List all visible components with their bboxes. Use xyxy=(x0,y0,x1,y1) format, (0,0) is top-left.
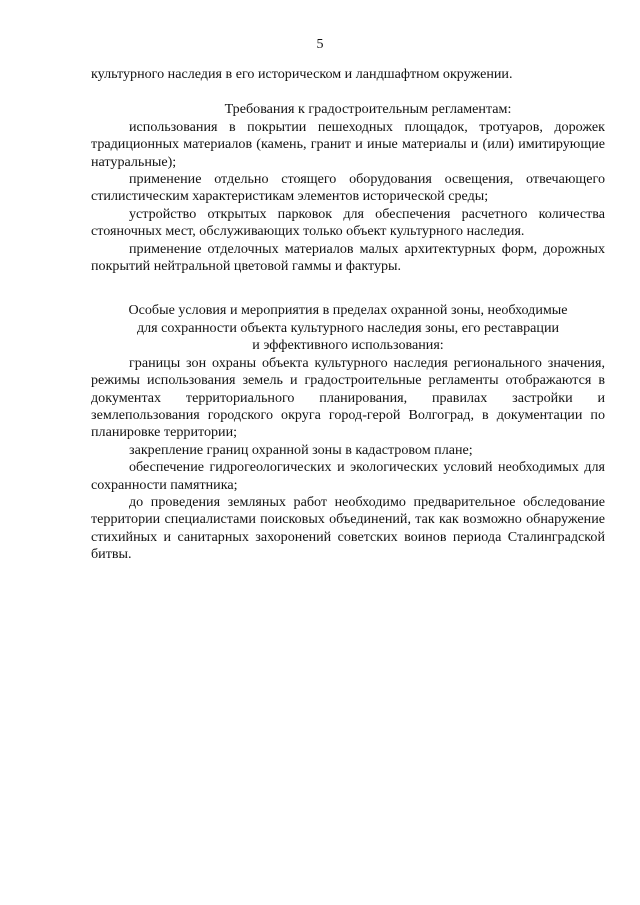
list-item: использования в покрытии пешеходных площадок, тротуаров, дорожек традиционных материалов (камень, гранит и иные материалы и (или) имитирующие натуральные); xyxy=(91,118,605,170)
section-heading-line: для сохранности объекта культурного наследия зоны, его реставрации xyxy=(136,319,560,336)
list-item: применение отделочных материалов малых архитектурных форм, дорожных покрытий нейтральной цветовой гаммы и фактуры. xyxy=(91,240,605,275)
section-heading-protection-zone xyxy=(91,302,605,354)
document-body xyxy=(91,66,605,564)
intro-paragraph: культурного наследия в его историческом и ландшафтном окружении. xyxy=(91,66,513,82)
list-item: до проведения земляных работ необходимо предварительное обследование территории специалистами поисковых объединений, так как возможно обнаружение стихийных и санитарных захоронений советских воинов периода Сталинградской битвы. xyxy=(91,493,605,563)
list-item: устройство открытых парковок для обеспечения расчетного количества стояночных мест, обслуживающих только объект культурного наследия. xyxy=(91,205,605,240)
section-heading-line: и эффективного использования: xyxy=(252,337,444,354)
list-item: закрепление границ охранной зоны в кадастровом плане; xyxy=(129,441,473,458)
list-item: обеспечение гидрогеологических и экологических условий необходимых для сохранности памятника; xyxy=(91,459,605,493)
list-item: границы зон охраны объекта культурного наследия регионального значения, режимы использования земель и градостроительные регламенты отображаются в документах территориального планирования, правилах застройки и землепользования городского округа город-герой Волгоград, в документации по планировке территории; xyxy=(91,354,605,441)
list-item: применение отдельно стоящего оборудования освещения, отвечающего стилистическим характеристикам элементов исторической среды; xyxy=(91,171,605,205)
section-heading-regulations xyxy=(91,101,605,118)
section-heading-line: Особые условия и мероприятия в пределах охранной зоны, необходимые xyxy=(128,302,568,319)
section-heading-text: Требования к градостроительным регламентам: xyxy=(224,101,512,118)
page-number: 5 xyxy=(316,37,324,52)
